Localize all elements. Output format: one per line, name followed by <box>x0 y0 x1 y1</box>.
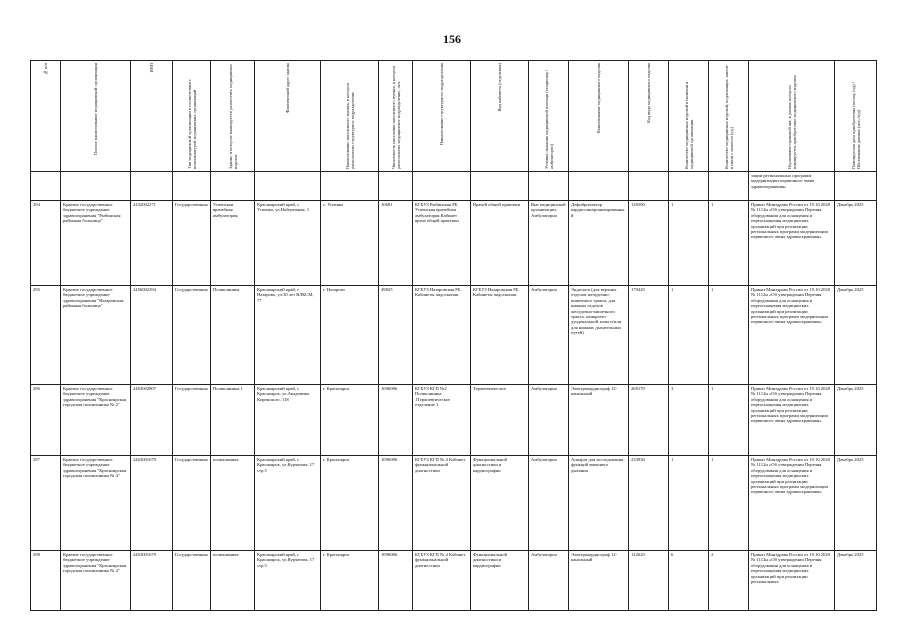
code-cell: 233930 <box>629 456 669 551</box>
unit-cell: КГБУЗ КГП №2 Поликлиника 1Терапевтическое отделение 1 <box>413 385 471 456</box>
equipment-register-table <box>30 60 877 611</box>
locality-cell: с. Успенка <box>321 201 379 286</box>
building-cell: Успенская врачебная амбулатория <box>211 201 255 286</box>
population-cell: 10681 <box>379 201 413 286</box>
have-count-cell: 1 <box>669 456 709 551</box>
building-cell: Поликлиника <box>211 286 255 385</box>
table-row <box>31 385 877 456</box>
date-cell: Декабрь 2025 <box>835 385 877 456</box>
conditions-cell: Амбулаторно <box>529 456 569 551</box>
replace-count-cell: 2 <box>709 551 749 611</box>
column-header: Полное наименование медицинской организации <box>61 61 131 172</box>
date-cell: Декабрь 2025 <box>835 286 877 385</box>
address-cell: Красноярский край, с. Успенка, ул.Набережная, 1 <box>255 201 321 286</box>
column-header: Планируемая дата приобретения (месяц, год) / Обоснование данных (мес./год) <box>835 61 877 172</box>
replace-count-cell: 1 <box>709 385 749 456</box>
table-row <box>31 201 877 286</box>
locality-cell: г. Красноярск <box>321 385 379 456</box>
column-header: Здание, в котором планируется разместить медицинское изделие <box>211 61 255 172</box>
address-cell: Красноярский край, г. Красноярск, ул.Курчатова, 17 стр.5 <box>255 551 321 611</box>
column-header: Наименование структурного подразделения <box>413 61 471 172</box>
act-cell: Приказ Минздрава России от 19.10.2020 № 1112н «Об утверждении Перечня оборудования для оснащения и переоснащения медицинских организаций при реализации региональных программ модернизации первичного звена здравоохранения» <box>749 286 835 385</box>
date-cell: Декабрь 2025 <box>835 456 877 551</box>
conditions-cell: Амбулаторно <box>529 286 569 385</box>
code-cell: 179420 <box>629 286 669 385</box>
row-number: 296 <box>31 385 61 456</box>
org-name-cell: Краевое государственное бюджетное учреждение здравоохранения "Назаровская районная больница" <box>61 286 131 385</box>
continuation-row <box>31 172 877 201</box>
column-header: Условия оказания медицинской помощи (стационар / амбулаторно) <box>529 61 569 172</box>
unit-cell: КГБУЗ Рыбинская РБ Успенская врачебная амбулатория Кабинет врача общей практики <box>413 201 471 286</box>
have-count-cell: 1 <box>669 201 709 286</box>
locality-cell: г. Красноярск <box>321 551 379 611</box>
column-header: ИНН <box>131 61 173 172</box>
building-cell: поликлиника <box>211 456 255 551</box>
org-type-cell: Государственная <box>173 286 211 385</box>
column-header: Наименование населенного пункта, в котором расположено структурное подразделение <box>321 61 379 172</box>
act-cell: Приказ Минздрава России от 19.10.2020 № 1112н «Об утверждении Перечня оборудования для оснащения и переоснащения медицинских организаций при реализации региональных <box>749 551 835 611</box>
column-header: Численность населения населенного пункта, в котором расположено медицинское подразделение, чел. <box>379 61 413 172</box>
org-type-cell: Государственная <box>173 456 211 551</box>
row-number: 297 <box>31 456 61 551</box>
replace-count-cell: 1 <box>709 201 749 286</box>
have-count-cell: 3 <box>669 385 709 456</box>
act-cell: Приказ Минздрава России от 19.10.2020 № 1112н «Об утверждении Перечня оборудования для оснащения и переоснащения медицинских организаций при реализации региональных программ модернизации первичного звена здравоохранения» <box>749 456 835 551</box>
date-cell: Декабрь 2025 <box>835 551 877 611</box>
address-cell: Красноярский край, г. Красноярск, ул.Академика Киренского, 118 <box>255 385 321 456</box>
org-name-cell: Краевое государственное бюджетное учреждение здравоохранения "Красноярская городская поликлиника № 2" <box>61 385 131 456</box>
row-number: 298 <box>31 551 61 611</box>
row-number: 295 <box>31 286 61 385</box>
code-cell: 122620 <box>629 551 669 611</box>
column-header: Фактический адрес здания <box>255 61 321 172</box>
page-number: 156 <box>443 32 461 46</box>
cabinet-cell: Функциональной диагностики и кардиографии <box>471 551 529 611</box>
device-cell: Аппарат для исследования функций внешнего дыхания <box>569 456 629 551</box>
cabinet-cell: КГБУЗ Назаровская РБ Кабинеты эндоскопии <box>471 286 529 385</box>
address-cell: Красноярский край, г. Красноярск, ул.Курчатова, 17 стр.5 <box>255 456 321 551</box>
locality-cell: г. Назарово <box>321 286 379 385</box>
conditions-cell: Амбулаторно <box>529 551 569 611</box>
device-cell: Электрокардиограф 12-канальный <box>569 551 629 611</box>
column-header: Количество медицинских изделий, подлежащих замене в связи с износом (ед.) <box>709 61 749 172</box>
device-cell: Эндоскоп (для верхних отделов желудочно-кишечного тракта, для нижних отделов желудочно-кишечного тракта, панкреато-дуоденальной зоны и/или для нижних дыхательных путей) <box>569 286 629 385</box>
table-row <box>31 551 877 611</box>
cabinet-cell: Функциональной диагностики и кардиографии <box>471 456 529 551</box>
address-cell: Красноярский край, г. Назарово, ул.30 лет ВЛКСМ, 77 <box>255 286 321 385</box>
code-cell: 269170 <box>629 385 669 456</box>
table-row <box>31 456 877 551</box>
cabinet-cell: Терапевтическое <box>471 385 529 456</box>
locality-cell: г. Красноярск <box>321 456 379 551</box>
org-name-cell: Краевое государственное бюджетное учреждение здравоохранения "Красноярская городская поликлиника № 4" <box>61 456 131 551</box>
replace-count-cell: 1 <box>709 286 749 385</box>
unit-cell: КГБУЗ КГП № 4 Кабинет функциональной диагностики <box>413 456 471 551</box>
column-header: Наименование медицинского изделия <box>569 61 629 172</box>
have-count-cell: 6 <box>669 551 709 611</box>
column-header: Вид кабинета (отделения) <box>471 61 529 172</box>
row-number: 294 <box>31 201 61 286</box>
building-cell: поликлиника <box>211 551 255 611</box>
replace-count-cell: 1 <box>709 456 749 551</box>
device-cell: Дефибриллятор кардиосинхронизированный <box>569 201 629 286</box>
inn-cell: 2463001679 <box>131 551 173 611</box>
unit-cell: КГБУЗ КГП № 4 Кабинет функциональной диагностики <box>413 551 471 611</box>
org-type-cell: Государственная <box>173 201 211 286</box>
have-count-cell: 1 <box>669 286 709 385</box>
device-cell: Электрокардиограф 12-канальный <box>569 385 629 456</box>
org-type-cell: Государственная <box>173 385 211 456</box>
population-cell: 1096086 <box>379 385 413 456</box>
org-type-cell: Государственная <box>173 551 211 611</box>
continuation-text: зации региональных программ модернизации первичного звена здравоохранения» <box>749 172 835 201</box>
column-header: Код вида медицинского изделия <box>629 61 669 172</box>
inn-cell: 2463001679 <box>131 456 173 551</box>
building-cell: Поликлиника 1 <box>211 385 255 456</box>
org-name-cell: Краевое государственное бюджетное учреждение здравоохранения "Рыбинская районная больница" <box>61 201 131 286</box>
column-header: Нормативно-правовой акт, в рамках которого планируется приобретение медицинского изделия <box>749 61 835 172</box>
cabinet-cell: Врачей общей практики <box>471 201 529 286</box>
population-cell: 1096086 <box>379 456 413 551</box>
table-header <box>31 61 877 172</box>
population-cell: 1096086 <box>379 551 413 611</box>
conditions-cell: Амбулаторно <box>529 385 569 456</box>
date-cell: Декабрь 2025 <box>835 201 877 286</box>
conditions-cell: Вне медицинской организации, Амбулаторно <box>529 201 569 286</box>
inn-cell: 2432002271 <box>131 201 173 286</box>
act-cell: Приказ Минздрава России от 19.10.2020 № 1112н «Об утверждении Перечня оборудования для оснащения и переоснащения медицинских организаций при реализации региональных программ модернизации первичного звена здравоохранения» <box>749 385 835 456</box>
population-cell: 49825 <box>379 286 413 385</box>
column-header: Количество медицинских изделий в наличии в медицинской организации <box>669 61 709 172</box>
code-cell: 126500 <box>629 201 669 286</box>
table-row <box>31 286 877 385</box>
column-header: № п/п <box>31 61 61 172</box>
column-header: Тип медицинской организации в соответствии с номенклатурой медицинских организаций <box>173 61 211 172</box>
inn-cell: 2456002294 <box>131 286 173 385</box>
unit-cell: КГБУЗ Назаровская РБ Кабинеты эндоскопии <box>413 286 471 385</box>
inn-cell: 2463002807 <box>131 385 173 456</box>
org-name-cell: Краевое государственное бюджетное учреждение здравоохранения "Красноярская городская поликлиника № 4" <box>61 551 131 611</box>
act-cell: Приказ Минздрава России от 19.10.2020 № 1112н «Об утверждении Перечня оборудования для оснащения и переоснащения медицинских организаций при реализации региональных программ модернизации первичного звена здравоохранения» <box>749 201 835 286</box>
